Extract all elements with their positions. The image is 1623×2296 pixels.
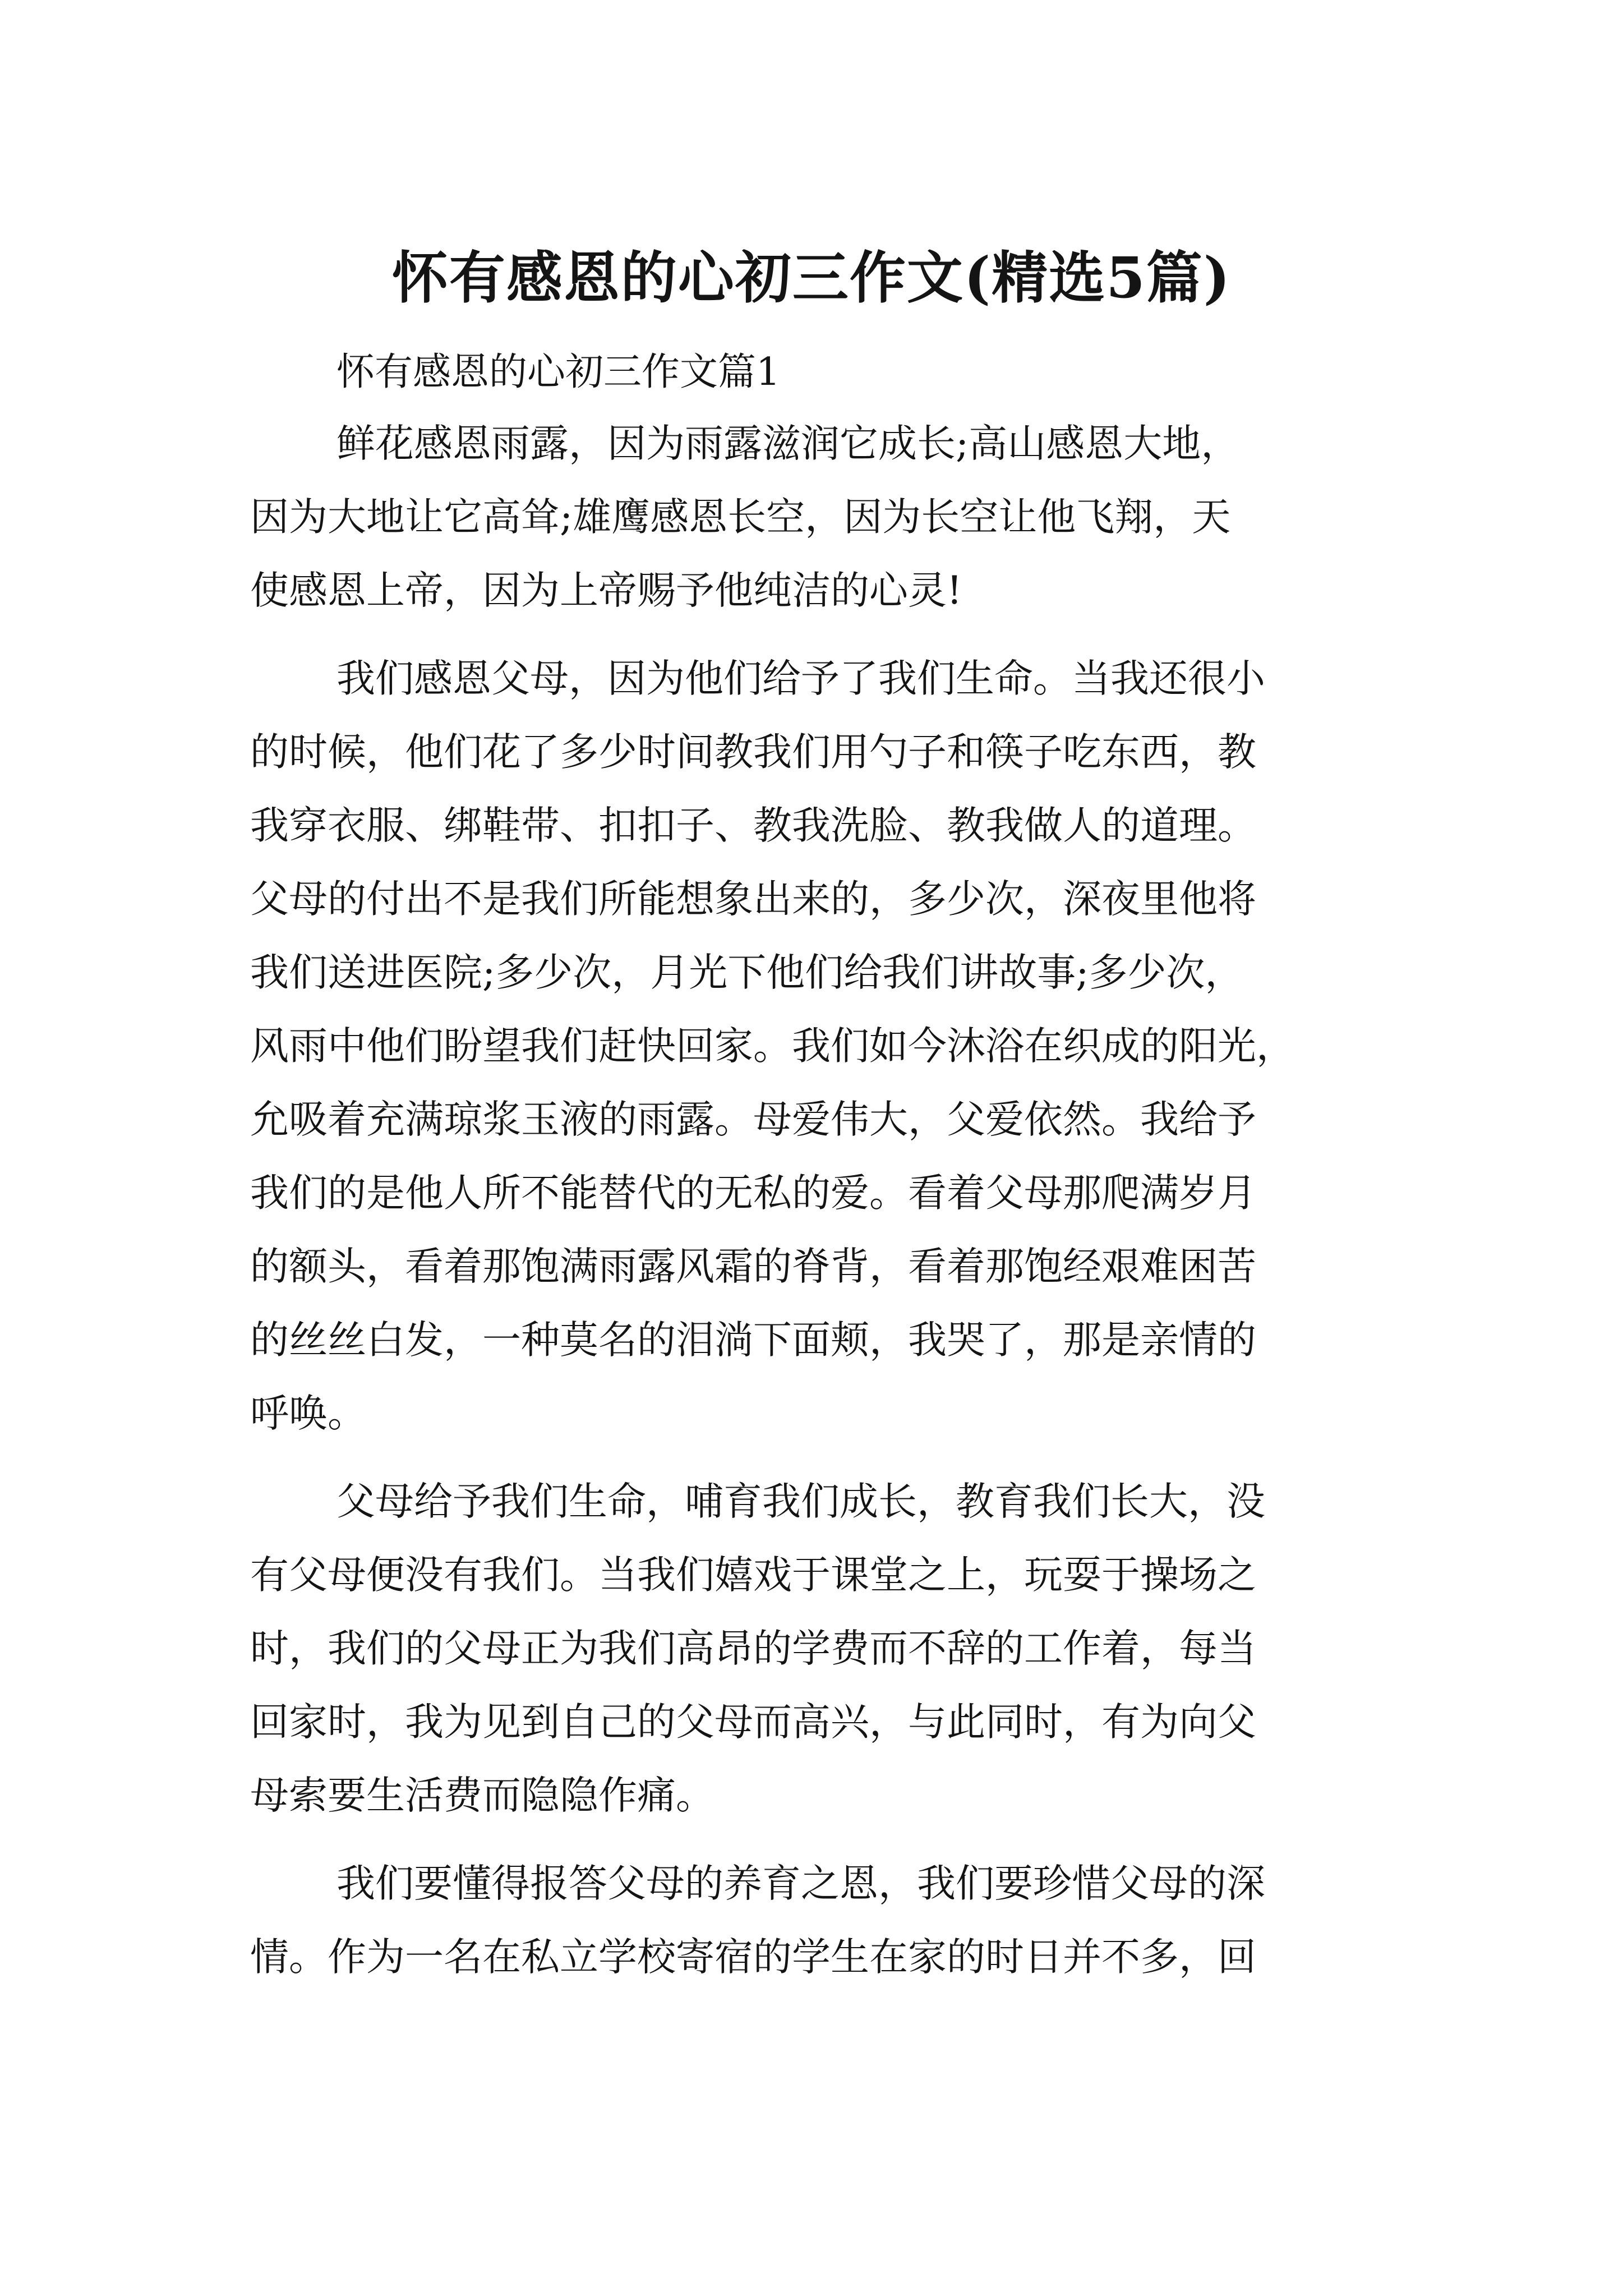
- paragraph-line: 父母给予我们生命，哺育我们成长，教育我们长大，没: [336, 1479, 1265, 1524]
- paragraph-line: 我们送进医院;多少次，月光下他们给我们讲故事;多少次，: [250, 950, 1244, 995]
- paragraph-line: 呼唤。: [250, 1391, 366, 1436]
- paragraph-line: 使感恩上帝，因为上帝赐予他纯洁的心灵!: [250, 568, 962, 613]
- paragraph-line: 时，我们的父母正为我们高昂的学费而不辞的工作着，每当: [250, 1626, 1256, 1671]
- paragraph-line: 我们的是他人所不能替代的无私的爱。看着父母那爬满岁月: [250, 1171, 1256, 1216]
- paragraph-line: 允吸着充满琼浆玉液的雨露。母爱伟大，父爱依然。我给予: [250, 1097, 1256, 1142]
- paragraph-line: 的丝丝白发，一种莫名的泪淌下面颊，我哭了，那是亲情的: [250, 1318, 1256, 1363]
- paragraph-line: 的时候，他们花了多少时间教我们用勺子和筷子吃东西，教: [250, 730, 1256, 775]
- paragraph-3: [250, 1465, 1383, 1833]
- paragraph-line: 父母的付出不是我们所能想象出来的，多少次，深夜里他将: [250, 877, 1256, 922]
- document-body: [250, 339, 1383, 1994]
- paragraph-line: 风雨中他们盼望我们赶快回家。我们如今沐浴在织成的阳光，: [250, 1024, 1295, 1069]
- paragraph-line: 母索要生活费而隐隐作痛。: [250, 1773, 714, 1818]
- paragraph-line: 鲜花感恩雨露，因为雨露滋润它成长;高山感恩大地，: [336, 421, 1240, 466]
- paragraph-line: 我穿衣服、绑鞋带、扣扣子、教我洗脸、教我做人的道理。: [250, 803, 1256, 848]
- paragraph-4: [250, 1847, 1383, 1994]
- paragraph-1: [250, 407, 1383, 628]
- paragraph-line: 我们要懂得报答父母的养育之恩，我们要珍惜父母的深: [336, 1861, 1265, 1906]
- paragraph-line: 回家时，我为见到自己的父母而高兴，与此同时，有为向父: [250, 1700, 1256, 1745]
- paragraph-2: [250, 642, 1383, 1451]
- paragraph-line: 的额头，看着那饱满雨露风霜的脊背，看着那饱经艰难困苦: [250, 1244, 1256, 1289]
- section-heading: 怀有感恩的心初三作文篇1: [336, 350, 781, 394]
- paragraph-line: 因为大地让它高耸;雄鹰感恩长空，因为长空让他飞翔，天: [250, 495, 1231, 540]
- paragraph-line: 我们感恩父母，因为他们给予了我们生命。当我还很小: [336, 656, 1265, 701]
- paragraph-line: 有父母便没有我们。当我们嬉戏于课堂之上，玩耍于操场之: [250, 1553, 1256, 1598]
- paragraph-line: 情。作为一名在私立学校寄宿的学生在家的时日并不多，回: [250, 1935, 1256, 1980]
- document-title: 怀有感恩的心初三作文(精选5篇): [391, 245, 1232, 311]
